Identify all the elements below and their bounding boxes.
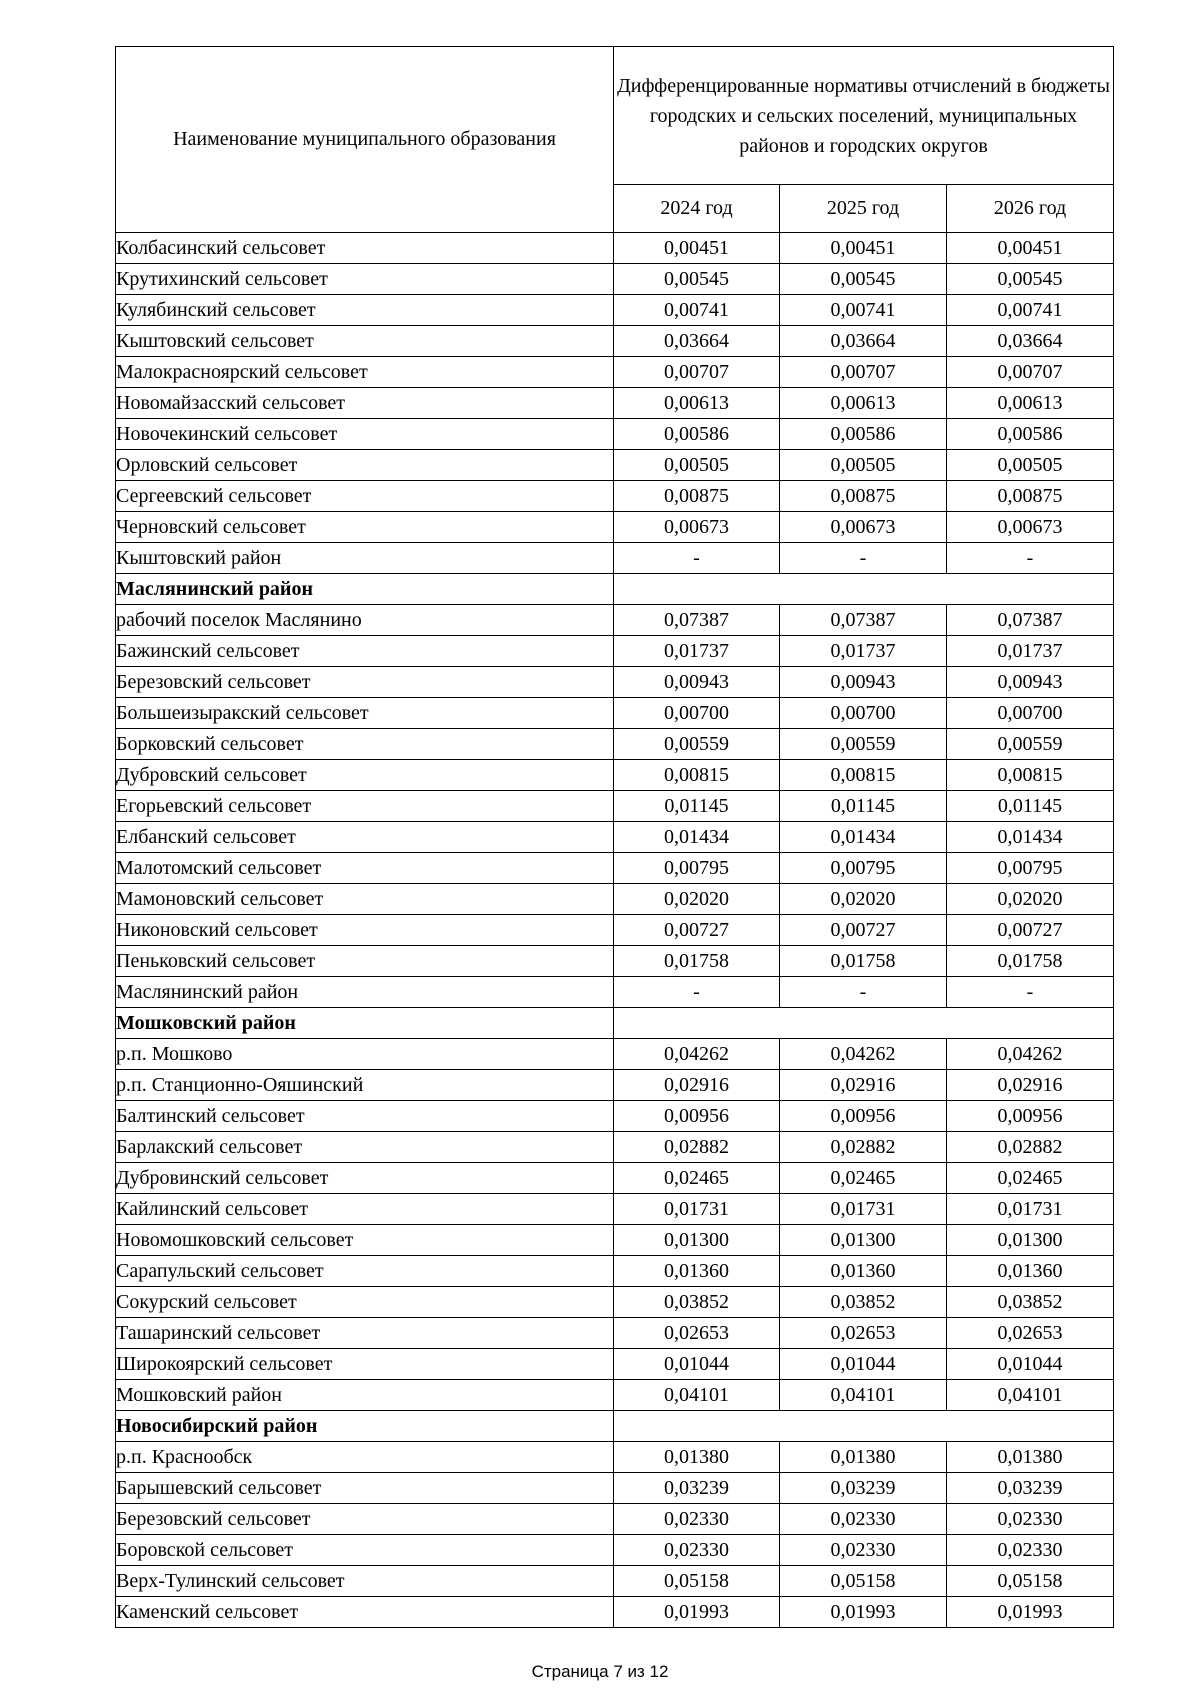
value-cell-2026: 0,04262 bbox=[947, 1039, 1114, 1070]
section-empty-cell bbox=[614, 1008, 1114, 1039]
value-cell-2025: 0,02330 bbox=[780, 1504, 947, 1535]
value-cell-2024: 0,00727 bbox=[614, 915, 780, 946]
table-row bbox=[116, 1287, 1114, 1318]
value-cell-2025: 0,00815 bbox=[780, 760, 947, 791]
value-cell-2025: 0,01145 bbox=[780, 791, 947, 822]
value-cell-2026: 0,00707 bbox=[947, 357, 1114, 388]
section-row bbox=[116, 1008, 1114, 1039]
row-name: Барлакский сельсовет bbox=[116, 1132, 614, 1163]
value-cell-2024: 0,04101 bbox=[614, 1380, 780, 1411]
value-cell-2025: 0,01737 bbox=[780, 636, 947, 667]
value-cell-2026: 0,03664 bbox=[947, 326, 1114, 357]
value-cell-2024: 0,00451 bbox=[614, 233, 780, 264]
table-row bbox=[116, 1566, 1114, 1597]
row-name: Егорьевский сельсовет bbox=[116, 791, 614, 822]
value-cell-2024: 0,05158 bbox=[614, 1566, 780, 1597]
value-cell-2025: 0,01758 bbox=[780, 946, 947, 977]
value-cell-2025: 0,00613 bbox=[780, 388, 947, 419]
value-cell-2026: 0,05158 bbox=[947, 1566, 1114, 1597]
row-name: Маслянинский район bbox=[116, 977, 614, 1008]
row-name: Дубровинский сельсовет bbox=[116, 1163, 614, 1194]
table-row bbox=[116, 388, 1114, 419]
value-cell-2025: 0,05158 bbox=[780, 1566, 947, 1597]
row-name: Колбасинский сельсовет bbox=[116, 233, 614, 264]
value-cell-2026: 0,00741 bbox=[947, 295, 1114, 326]
value-cell-2024: 0,01145 bbox=[614, 791, 780, 822]
value-cell-2026: 0,01434 bbox=[947, 822, 1114, 853]
table-row bbox=[116, 1070, 1114, 1101]
row-name: Сергеевский сельсовет bbox=[116, 481, 614, 512]
value-cell-2024: 0,00586 bbox=[614, 419, 780, 450]
value-cell-2024: 0,00741 bbox=[614, 295, 780, 326]
value-cell-2025: 0,01360 bbox=[780, 1256, 947, 1287]
value-cell-2024: 0,00707 bbox=[614, 357, 780, 388]
value-cell-2024: 0,03239 bbox=[614, 1473, 780, 1504]
section-title: Новосибирский район bbox=[116, 1411, 614, 1442]
table-row bbox=[116, 1349, 1114, 1380]
value-cell-2026: 0,01300 bbox=[947, 1225, 1114, 1256]
table-header bbox=[116, 47, 1114, 233]
table-row bbox=[116, 326, 1114, 357]
value-cell-2024: 0,02330 bbox=[614, 1535, 780, 1566]
table-row bbox=[116, 1442, 1114, 1473]
section-title: Маслянинский район bbox=[116, 574, 614, 605]
value-cell-2025: 0,00545 bbox=[780, 264, 947, 295]
row-name: Малотомский сельсовет bbox=[116, 853, 614, 884]
row-name: Борковский сельсовет bbox=[116, 729, 614, 760]
value-cell-2024: 0,01360 bbox=[614, 1256, 780, 1287]
value-cell-2026: 0,00586 bbox=[947, 419, 1114, 450]
table-row bbox=[116, 853, 1114, 884]
table-row bbox=[116, 977, 1114, 1008]
value-cell-2025: 0,00700 bbox=[780, 698, 947, 729]
value-cell-2025: 0,01380 bbox=[780, 1442, 947, 1473]
value-cell-2025: 0,00505 bbox=[780, 450, 947, 481]
table-row bbox=[116, 1039, 1114, 1070]
value-cell-2026: 0,00943 bbox=[947, 667, 1114, 698]
table-row bbox=[116, 450, 1114, 481]
table-row bbox=[116, 760, 1114, 791]
value-cell-2024: 0,01044 bbox=[614, 1349, 780, 1380]
value-cell-2025: 0,00727 bbox=[780, 915, 947, 946]
value-cell-2025: 0,00451 bbox=[780, 233, 947, 264]
value-cell-2026: 0,01360 bbox=[947, 1256, 1114, 1287]
value-cell-2025: 0,03664 bbox=[780, 326, 947, 357]
value-cell-2026: 0,01380 bbox=[947, 1442, 1114, 1473]
value-cell-2026: 0,00956 bbox=[947, 1101, 1114, 1132]
row-name: Сокурский сельсовет bbox=[116, 1287, 614, 1318]
value-cell-2025: 0,02916 bbox=[780, 1070, 947, 1101]
value-cell-2024: 0,01737 bbox=[614, 636, 780, 667]
row-name: Каменский сельсовет bbox=[116, 1597, 614, 1628]
value-cell-2025: 0,04101 bbox=[780, 1380, 947, 1411]
table-row bbox=[116, 605, 1114, 636]
value-cell-2026: 0,02465 bbox=[947, 1163, 1114, 1194]
table-row bbox=[116, 1101, 1114, 1132]
row-name: р.п. Мошково bbox=[116, 1039, 614, 1070]
value-cell-2026: 0,02330 bbox=[947, 1535, 1114, 1566]
row-name: р.п. Краснообск bbox=[116, 1442, 614, 1473]
table-row bbox=[116, 791, 1114, 822]
value-cell-2024: 0,02465 bbox=[614, 1163, 780, 1194]
value-cell-2025: 0,03239 bbox=[780, 1473, 947, 1504]
row-name: Черновский сельсовет bbox=[116, 512, 614, 543]
table-row bbox=[116, 1132, 1114, 1163]
row-name: Орловский сельсовет bbox=[116, 450, 614, 481]
table-row bbox=[116, 543, 1114, 574]
row-name: Новомайзасский сельсовет bbox=[116, 388, 614, 419]
value-cell-2026: 0,02330 bbox=[947, 1504, 1114, 1535]
section-title: Мошковский район bbox=[116, 1008, 614, 1039]
value-cell-2025: 0,00673 bbox=[780, 512, 947, 543]
value-cell-2025: 0,00586 bbox=[780, 419, 947, 450]
value-cell-2025: 0,00707 bbox=[780, 357, 947, 388]
row-name: Широкоярский сельсовет bbox=[116, 1349, 614, 1380]
value-cell-2026: 0,01993 bbox=[947, 1597, 1114, 1628]
table-row bbox=[116, 915, 1114, 946]
table-row bbox=[116, 1380, 1114, 1411]
value-cell-2025: 0,01044 bbox=[780, 1349, 947, 1380]
row-name: Кайлинский сельсовет bbox=[116, 1194, 614, 1225]
table-row bbox=[116, 233, 1114, 264]
table-row bbox=[116, 946, 1114, 977]
value-cell-2025: 0,00795 bbox=[780, 853, 947, 884]
table-row bbox=[116, 512, 1114, 543]
row-name: Боровской сельсовет bbox=[116, 1535, 614, 1566]
value-cell-2026: 0,01145 bbox=[947, 791, 1114, 822]
value-cell-2026: 0,01731 bbox=[947, 1194, 1114, 1225]
value-cell-2025: 0,00956 bbox=[780, 1101, 947, 1132]
table-row bbox=[116, 636, 1114, 667]
value-cell-2025: 0,00875 bbox=[780, 481, 947, 512]
value-cell-2026: 0,00815 bbox=[947, 760, 1114, 791]
value-cell-2026: 0,07387 bbox=[947, 605, 1114, 636]
value-cell-2025: 0,03852 bbox=[780, 1287, 947, 1318]
value-cell-2024: 0,00795 bbox=[614, 853, 780, 884]
row-name: Кыштовский район bbox=[116, 543, 614, 574]
value-cell-2025: 0,01731 bbox=[780, 1194, 947, 1225]
value-cell-2025: - bbox=[780, 543, 947, 574]
table-row bbox=[116, 729, 1114, 760]
value-cell-2026: 0,01044 bbox=[947, 1349, 1114, 1380]
value-cell-2025: 0,01993 bbox=[780, 1597, 947, 1628]
row-name: Кыштовский сельсовет bbox=[116, 326, 614, 357]
value-cell-2026: 0,02653 bbox=[947, 1318, 1114, 1349]
value-cell-2025: 0,01434 bbox=[780, 822, 947, 853]
row-name: Елбанский сельсовет bbox=[116, 822, 614, 853]
value-cell-2024: 0,07387 bbox=[614, 605, 780, 636]
norms-group-header: Дифференцированные нормативы отчислений в бюджеты городских и сельских поселений, муниципальных районов и городских округов bbox=[614, 47, 1114, 185]
value-cell-2024: 0,01300 bbox=[614, 1225, 780, 1256]
value-cell-2025: 0,02653 bbox=[780, 1318, 947, 1349]
row-name: Бажинский сельсовет bbox=[116, 636, 614, 667]
value-cell-2025: 0,00741 bbox=[780, 295, 947, 326]
row-name: Большеизыракский сельсовет bbox=[116, 698, 614, 729]
table-row bbox=[116, 357, 1114, 388]
value-cell-2026: - bbox=[947, 977, 1114, 1008]
table-row bbox=[116, 1504, 1114, 1535]
table-row bbox=[116, 481, 1114, 512]
value-cell-2024: 0,02916 bbox=[614, 1070, 780, 1101]
value-cell-2025: 0,00943 bbox=[780, 667, 947, 698]
row-name: Дубровский сельсовет bbox=[116, 760, 614, 791]
table-row bbox=[116, 1225, 1114, 1256]
value-cell-2024: - bbox=[614, 543, 780, 574]
row-name: Кулябинский сельсовет bbox=[116, 295, 614, 326]
value-cell-2024: 0,01434 bbox=[614, 822, 780, 853]
value-cell-2026: 0,00700 bbox=[947, 698, 1114, 729]
value-cell-2024: 0,00700 bbox=[614, 698, 780, 729]
name-column-header: Наименование муниципального образования bbox=[116, 47, 614, 233]
row-name: Малокрасноярский сельсовет bbox=[116, 357, 614, 388]
row-name: Новочекинский сельсовет bbox=[116, 419, 614, 450]
value-cell-2024: 0,00956 bbox=[614, 1101, 780, 1132]
value-cell-2025: 0,07387 bbox=[780, 605, 947, 636]
value-cell-2025: 0,02465 bbox=[780, 1163, 947, 1194]
table-row bbox=[116, 1256, 1114, 1287]
value-cell-2024: 0,00545 bbox=[614, 264, 780, 295]
value-cell-2024: 0,00943 bbox=[614, 667, 780, 698]
value-cell-2026: 0,00559 bbox=[947, 729, 1114, 760]
row-name: Мошковский район bbox=[116, 1380, 614, 1411]
value-cell-2024: 0,04262 bbox=[614, 1039, 780, 1070]
value-cell-2024: 0,01731 bbox=[614, 1194, 780, 1225]
value-cell-2025: 0,00559 bbox=[780, 729, 947, 760]
table-row bbox=[116, 264, 1114, 295]
section-empty-cell bbox=[614, 574, 1114, 605]
table-row bbox=[116, 884, 1114, 915]
table-row bbox=[116, 1597, 1114, 1628]
table-row bbox=[116, 698, 1114, 729]
row-name: Верх-Тулинский сельсовет bbox=[116, 1566, 614, 1597]
value-cell-2024: - bbox=[614, 977, 780, 1008]
value-cell-2026: 0,02020 bbox=[947, 884, 1114, 915]
value-cell-2024: 0,01758 bbox=[614, 946, 780, 977]
value-cell-2024: 0,00673 bbox=[614, 512, 780, 543]
table-row bbox=[116, 1194, 1114, 1225]
value-cell-2024: 0,01380 bbox=[614, 1442, 780, 1473]
row-name: р.п. Станционно-Ояшинский bbox=[116, 1070, 614, 1101]
row-name: Балтинский сельсовет bbox=[116, 1101, 614, 1132]
row-name: Березовский сельсовет bbox=[116, 1504, 614, 1535]
table-row bbox=[116, 822, 1114, 853]
value-cell-2025: 0,02020 bbox=[780, 884, 947, 915]
row-name: Мамоновский сельсовет bbox=[116, 884, 614, 915]
section-row bbox=[116, 1411, 1114, 1442]
year-header-2024: 2024 год bbox=[614, 185, 780, 233]
value-cell-2024: 0,01993 bbox=[614, 1597, 780, 1628]
row-name: Никоновский сельсовет bbox=[116, 915, 614, 946]
value-cell-2026: 0,00613 bbox=[947, 388, 1114, 419]
value-cell-2024: 0,02882 bbox=[614, 1132, 780, 1163]
table-row bbox=[116, 667, 1114, 698]
value-cell-2024: 0,02653 bbox=[614, 1318, 780, 1349]
value-cell-2024: 0,03852 bbox=[614, 1287, 780, 1318]
table-row bbox=[116, 1535, 1114, 1566]
value-cell-2024: 0,02020 bbox=[614, 884, 780, 915]
value-cell-2025: 0,02330 bbox=[780, 1535, 947, 1566]
row-name: Пеньковский сельсовет bbox=[116, 946, 614, 977]
section-empty-cell bbox=[614, 1411, 1114, 1442]
row-name: Новомошковский сельсовет bbox=[116, 1225, 614, 1256]
value-cell-2024: 0,00815 bbox=[614, 760, 780, 791]
table-row bbox=[116, 1163, 1114, 1194]
value-cell-2026: 0,00795 bbox=[947, 853, 1114, 884]
value-cell-2026: - bbox=[947, 543, 1114, 574]
year-header-2026: 2026 год bbox=[947, 185, 1114, 233]
table-row bbox=[116, 295, 1114, 326]
table-row bbox=[116, 419, 1114, 450]
value-cell-2026: 0,03239 bbox=[947, 1473, 1114, 1504]
value-cell-2026: 0,00673 bbox=[947, 512, 1114, 543]
value-cell-2024: 0,02330 bbox=[614, 1504, 780, 1535]
value-cell-2026: 0,02882 bbox=[947, 1132, 1114, 1163]
table-body bbox=[116, 233, 1114, 1628]
value-cell-2024: 0,00875 bbox=[614, 481, 780, 512]
value-cell-2026: 0,01758 bbox=[947, 946, 1114, 977]
table-row bbox=[116, 1318, 1114, 1349]
row-name: рабочий поселок Маслянино bbox=[116, 605, 614, 636]
value-cell-2025: - bbox=[780, 977, 947, 1008]
value-cell-2024: 0,00559 bbox=[614, 729, 780, 760]
value-cell-2026: 0,00451 bbox=[947, 233, 1114, 264]
value-cell-2024: 0,03664 bbox=[614, 326, 780, 357]
norms-table bbox=[115, 46, 1114, 1628]
value-cell-2025: 0,02882 bbox=[780, 1132, 947, 1163]
value-cell-2026: 0,00727 bbox=[947, 915, 1114, 946]
value-cell-2026: 0,02916 bbox=[947, 1070, 1114, 1101]
row-name: Барышевский сельсовет bbox=[116, 1473, 614, 1504]
value-cell-2024: 0,00505 bbox=[614, 450, 780, 481]
value-cell-2026: 0,03852 bbox=[947, 1287, 1114, 1318]
row-name: Ташаринский сельсовет bbox=[116, 1318, 614, 1349]
value-cell-2026: 0,00545 bbox=[947, 264, 1114, 295]
section-row bbox=[116, 574, 1114, 605]
row-name: Сарапульский сельсовет bbox=[116, 1256, 614, 1287]
value-cell-2026: 0,04101 bbox=[947, 1380, 1114, 1411]
value-cell-2026: 0,00875 bbox=[947, 481, 1114, 512]
page-number: Страница 7 из 12 bbox=[531, 1662, 669, 1681]
value-cell-2026: 0,00505 bbox=[947, 450, 1114, 481]
value-cell-2025: 0,01300 bbox=[780, 1225, 947, 1256]
table-row bbox=[116, 1473, 1114, 1504]
row-name: Крутихинский сельсовет bbox=[116, 264, 614, 295]
value-cell-2026: 0,01737 bbox=[947, 636, 1114, 667]
value-cell-2024: 0,00613 bbox=[614, 388, 780, 419]
value-cell-2025: 0,04262 bbox=[780, 1039, 947, 1070]
year-header-2025: 2025 год bbox=[780, 185, 947, 233]
row-name: Березовский сельсовет bbox=[116, 667, 614, 698]
